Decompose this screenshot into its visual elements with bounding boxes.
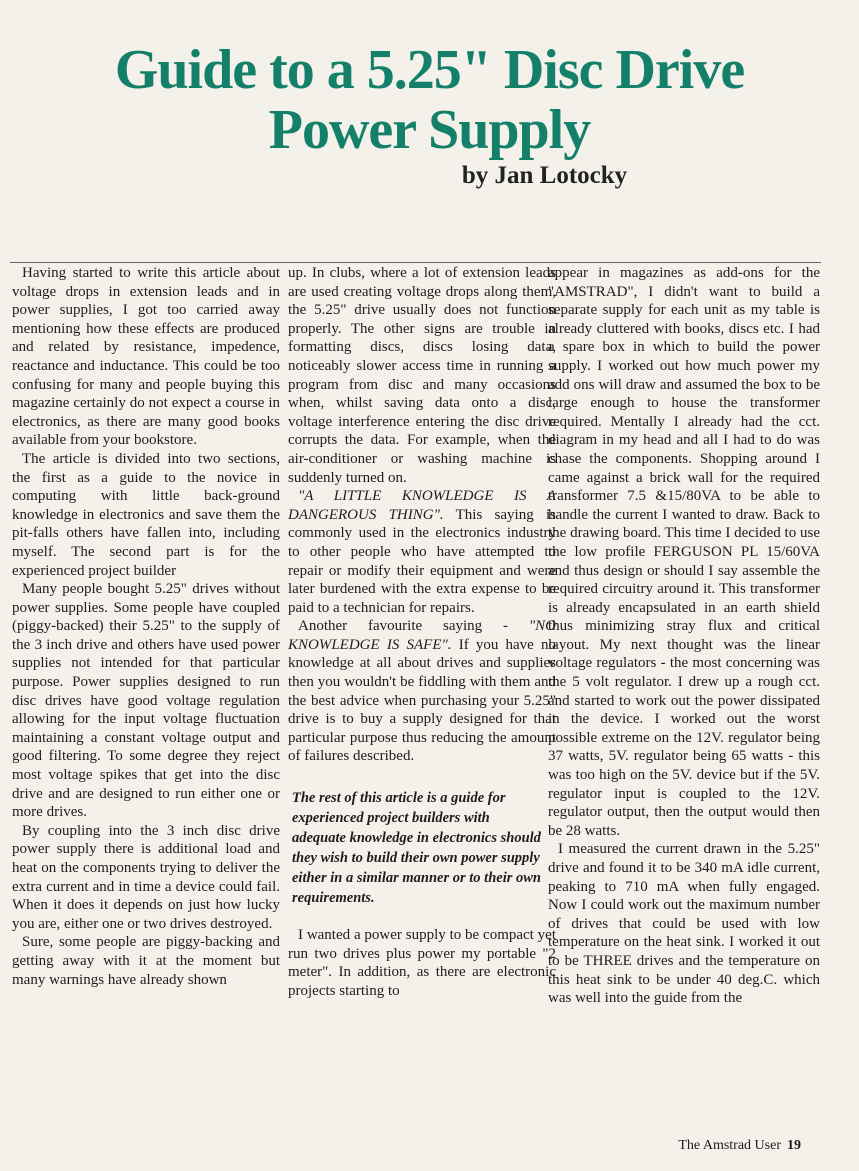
page-footer xyxy=(678,1138,801,1154)
paragraph: I measured the current drawn in the 5.25" drive and found it to be 340 mA idle current, peaking to 710 mA when fully engaged. Now I could work out the maximum number of drives that could be used with low temperature on the heat sink. I worked it out to be THREE drives and the temperature on this heat sink to be under 40 deg.C. which was well into the guide from the xyxy=(548,841,820,1007)
column-1 xyxy=(12,264,280,989)
paragraph-text: Another favourite saying - xyxy=(298,618,529,635)
paragraph: appear in magazines as add-ons for the "AMSTRAD", I didn't want to build a separate supply for each unit as my table is already cluttered with books, discs etc. I had a spare box in which to build the power supply. I worked out how much power my add ons will draw and assumed the box to be large enough to house the transformer required. Mentally I already had the cct. diagram in my head and all I had to do was chase the components. Shopping around I came against a brick wall for the required transformer 7.5 &15/80VA to be able to handle the current I wanted to draw. Back to the drawing board. This time I decided to use the low profile FERGUSON PL 15/60VA and thus design or should I say assemble the required circuitry around it. This transformer is already encapsulated in an earth shield thus minimizing stray flux and critical layout. My next thought was the linear voltage regulators - the most concerning was the 5 volt regulator. I drew up a rough cct. and started to work out the power dissipated in the device. I worked out the worst possible extreme on the 12V. regulator being 37 watts, 5V. regulator being 65 watts - this was too high on the 5V. device but if the 5V. regulator input is coupled to the 12V. regulator output, then the output would then be 28 watts. xyxy=(548,265,820,839)
quote-text: "A LITTLE KNOWLEDGE IS A DANGEROUS THING". xyxy=(288,488,556,523)
byline: by Jan Lotocky xyxy=(461,162,628,189)
callout-note: The rest of this article is a guide for experienced project builders with adequate knowledge in electronics should they wish to build their own power supply either in a similar manner or to their own requirements. xyxy=(292,790,541,907)
paragraph xyxy=(288,487,556,617)
header-divider xyxy=(10,262,821,263)
paragraph-text: This saying is commonly used in the electronics industry to other people who have attempted to repair or modify their equipment and were later burdened with the extra expense to be paid to a technician for repairs. xyxy=(288,506,556,616)
paragraph: up. In clubs, where a lot of extension leads are used creating voltage drops along them, the 5.25" drive usually does not function properly. The other signs are trouble in formatting discs, discs losing data, noticeably slower access time in running a program from disc and many occasions when, whilst saving data onto a disc, voltage interference entering the disc drive corrupts the data. For example, when the air-conditioner or washing machine is suddenly turned on. xyxy=(288,265,556,486)
paragraph-text: If you have no knowledge at all about drives and supplies then you wouldn't be fiddling with them and the best advice when purchasing your 5.25" drive is to buy a supply designed for that particular purpose thus reducing the amount of failures described. xyxy=(288,636,556,765)
publication-name: The Amstrad User xyxy=(678,1138,781,1153)
column-3 xyxy=(548,264,820,1008)
title-block xyxy=(0,40,859,190)
column-2 xyxy=(288,264,556,1000)
title-line-2: Power Supply xyxy=(268,99,591,161)
article-title xyxy=(0,40,859,160)
paragraph: Sure, some people are piggy-backing and getting away with it at the moment but many warnings have already shown xyxy=(12,934,280,988)
paragraph: By coupling into the 3 inch disc drive power supply there is additional load and heat on the components trying to deliver the extra current and in time a device could fail. When it does it depends on just how lucky you are, either one or two drives destroyed. xyxy=(12,822,280,932)
quote-text: "NO KNOWLEDGE IS SAFE". xyxy=(288,618,556,653)
paragraph xyxy=(288,617,556,766)
page-number: 19 xyxy=(787,1138,801,1153)
paragraph: I wanted a power supply to be compact yet run two drives plus power my portable "2 meter". In addition, as there are electronic projects starting to xyxy=(288,927,556,999)
paragraph: The article is divided into two sections, the first as a guide to the novice in computing with little back-ground knowledge in electronics and save them the pit-falls others have fallen into, including myself. The second part is for the experienced project builder xyxy=(12,450,280,579)
paragraph: Having started to write this article about voltage drops in extension leads and in power supplies, I got too carried away mentioning how these effects are produced and related by resistance, impedence, reactance and inductance. This could be too confusing for many and people buying this magazine certainly do not expect a course in electronics, as there are many good books available from your bookstore. xyxy=(12,265,280,449)
paragraph: Many people bought 5.25" drives without power supplies. Some people have coupled (piggy-backed) their 5.25" to the supply of the 3 inch drive and others have used power supplies not intended for that particular purpose. Power supplies designed to run disc drives have good voltage regulation allowing for the input voltage fluctuation maintaining a constant voltage output and good filtering. To some degree they reject most voltage spikes that get into the disc drive and are designed to run either one or more drives. xyxy=(12,581,280,821)
title-line-1: Guide to a 5.25" Disc Drive xyxy=(114,39,745,101)
